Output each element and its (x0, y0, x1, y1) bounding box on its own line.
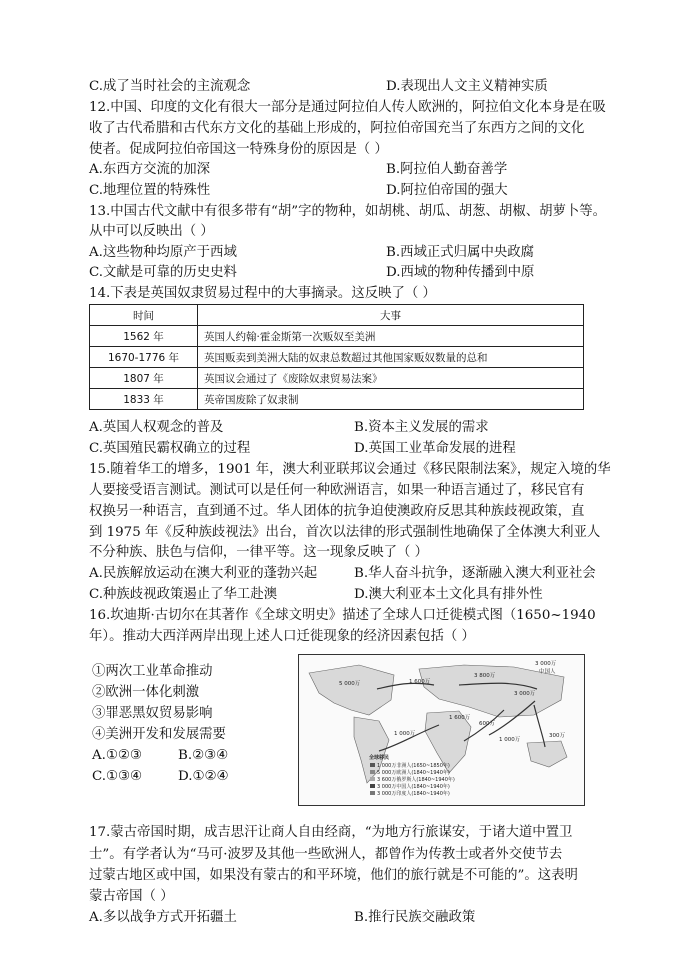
q17-option-a: A.多以战争方式开拓疆土 (89, 910, 237, 925)
q15-stem-line-2: 人要接受语言测试。测试可以是任何一种欧洲语言，如果一种语言通过了，移民官有 (89, 483, 585, 498)
world-map-graphic (299, 655, 584, 805)
q16-stem-line-1: 16.坎迪斯·古切尔在其著作《全球文明史》描述了全球人口迁徙模式图（1650~1940 (89, 608, 596, 623)
map-label: 1 600万 (449, 715, 471, 721)
q16-option-b: B.②③④ (178, 748, 229, 763)
q16-item-3: ③罪恶黑奴贸易影响 (92, 706, 213, 721)
q14-option-c: C.英国殖民霸权确立的过程 (89, 441, 251, 456)
q16-item-1: ①两次工业革命推动 (92, 664, 213, 679)
q17-stem-line-1: 17.蒙古帝国时期，成吉思汗让商人自由经商，“为地方行旅谋安，于诸大道中置卫 (89, 825, 573, 840)
map-legend-entry: 3 000万印度人(1840~1940年) (377, 791, 450, 797)
q12-stem-line-2: 收了古代希腊和古代东方文化的基础上形成的，阿拉伯帝国充当了东西方之间的文化 (89, 121, 585, 136)
table-cell-event: 英帝国废除了奴隶制 (198, 389, 584, 410)
q15-option-d: D.澳大利亚本土文化具有排外性 (354, 587, 543, 602)
q17-stem-line-4: 蒙古帝国（ ） (89, 889, 174, 904)
map-label: 1 000万 (499, 737, 521, 743)
q15-stem-line-5: 不分种族、肤色与信仰，一律平等。这一现象反映了（ ） (89, 545, 429, 560)
q12-stem-line-1: 12.中国、印度的文化有很大一部分是通过阿拉伯人传人欧洲的，阿拉伯文化本身是在吸 (89, 100, 606, 115)
map-legend-entry: 3 000万中国人(1840~1940年) (377, 784, 450, 790)
q16-option-a: A.①②③ (92, 748, 142, 763)
q12-option-c: C.地理位置的特殊性 (89, 183, 211, 198)
q13-stem-line-1: 13.中国古代文献中有很多带有“胡”字的物种，如胡桃、胡瓜、胡葱、胡椒、胡萝卜等。 (89, 204, 607, 219)
table-header-time: 时间 (90, 305, 198, 326)
q15-stem-line-3: 权换另一种语言，直到通不过。华人团体的抗争迫使澳政府反思其种族歧视政策，直 (89, 504, 585, 519)
q14-events-table (89, 304, 584, 410)
q17-option-b: B.推行民族交融政策 (354, 910, 476, 925)
map-label: 3 000万 (514, 691, 536, 697)
table-row (90, 326, 584, 347)
q14-option-d: D.英国工业革命发展的进程 (354, 441, 516, 456)
table-header-event: 大事 (198, 305, 584, 326)
q17-stem-line-2: 士”。有学者认为“马可·波罗及其他一些欧洲人，都曾作为传教士或者外交使节去 (89, 847, 563, 862)
q12-option-d: D.阿拉伯帝国的强大 (386, 183, 508, 198)
table-row (90, 389, 584, 410)
q16-item-4: ④美洲开发和发展需要 (92, 727, 226, 742)
map-label: 3 000万 (535, 661, 557, 667)
q14-stem: 14.下表是英国奴隶贸易过程中的大事摘录。这反映了（ ） (89, 286, 436, 301)
q11-option-c: C.成了当时社会的主流观念 (89, 79, 251, 94)
q17-stem-line-3: 过蒙古地区或中国，如果没有蒙古的和平环境，他们的旅行就是不可能的”。这表明 (89, 868, 578, 883)
map-label: 5 000万 (339, 681, 361, 687)
table-cell-year: 1670-1776 年 (90, 347, 198, 368)
table-header-row (90, 305, 584, 326)
q15-option-c: C.种族歧视政策遏止了华工赴澳 (89, 587, 278, 602)
table-row (90, 368, 584, 389)
map-label-china: 中国人 (539, 669, 556, 675)
table-cell-event: 英国贩卖到美洲大陆的奴隶总数超过其他国家贩奴数量的总和 (198, 347, 584, 368)
q13-stem-line-2: 从中可以反映出（ ） (89, 224, 214, 239)
q15-stem-line-1: 15.随着华工的增多，1901 年，澳大利亚联邦议会通过《移民限制法案》，规定入境的华 (89, 462, 611, 477)
q13-option-b: B.西域正式归属中央政腐 (386, 245, 535, 260)
q12-option-b: B.阿拉伯人勤奋善学 (386, 162, 508, 177)
q13-option-c: C.文献是可靠的历史史料 (89, 265, 237, 280)
q13-option-d: D.西域的物种传播到中原 (386, 265, 535, 280)
map-legend-entry: 5 000万欧洲人(1840~1940年) (377, 770, 450, 776)
q16-option-d: D.①②④ (178, 769, 229, 784)
map-legend-entry: 3 600万俄罗斯人(1840~1940年) (377, 777, 455, 783)
q13-option-a: A.这些物种均原产于西域 (89, 245, 237, 260)
q16-stem-line-2: 年）。推动大西洋两岸出现上述人口迁徙现象的经济因素包括（ ） (89, 629, 475, 644)
q15-option-a: A.民族解放运动在澳大利亚的蓬勃兴起 (89, 566, 318, 581)
map-label: 1 600万 (409, 679, 431, 685)
q14-option-b: B.资本主义发展的需求 (354, 420, 489, 435)
map-legend-title: 全球移民 (369, 755, 390, 761)
map-label: 600万 (479, 721, 495, 727)
q14-option-a: A.英国人权观念的普及 (89, 420, 224, 435)
table-row (90, 347, 584, 368)
table-cell-year: 1562 年 (90, 326, 198, 347)
q16-option-c: C.①③④ (92, 769, 143, 784)
map-label: 300万 (549, 733, 565, 739)
migration-map (298, 654, 585, 806)
map-label: 3 800万 (474, 673, 496, 679)
q15-option-b: B.华人奋斗抗争，逐渐融入澳大利亚社会 (354, 566, 596, 581)
q15-stem-line-4: 到 1975 年《反种族歧视法》出台，首次以法律的形式强制性地确保了全体澳大利亚人 (89, 525, 601, 540)
table-cell-event: 英国议会通过了《废除奴隶贸易法案》 (198, 368, 584, 389)
q12-option-a: A.东西方交流的加深 (89, 162, 211, 177)
table-cell-event: 英国人约翰·霍金斯第一次贩奴至美洲 (198, 326, 584, 347)
q11-option-d: D.表现出人文主义精神实质 (386, 79, 548, 94)
q16-item-2: ②欧洲一体化刺激 (92, 685, 200, 700)
table-cell-year: 1833 年 (90, 389, 198, 410)
map-legend-entry: 1 000万非洲人(1650~1850年) (377, 763, 450, 769)
q12-stem-line-3: 使者。促成阿拉伯帝国这一特殊身份的原因是（ ） (89, 142, 388, 157)
map-label: 1 000万 (394, 731, 416, 737)
table-cell-year: 1807 年 (90, 368, 198, 389)
